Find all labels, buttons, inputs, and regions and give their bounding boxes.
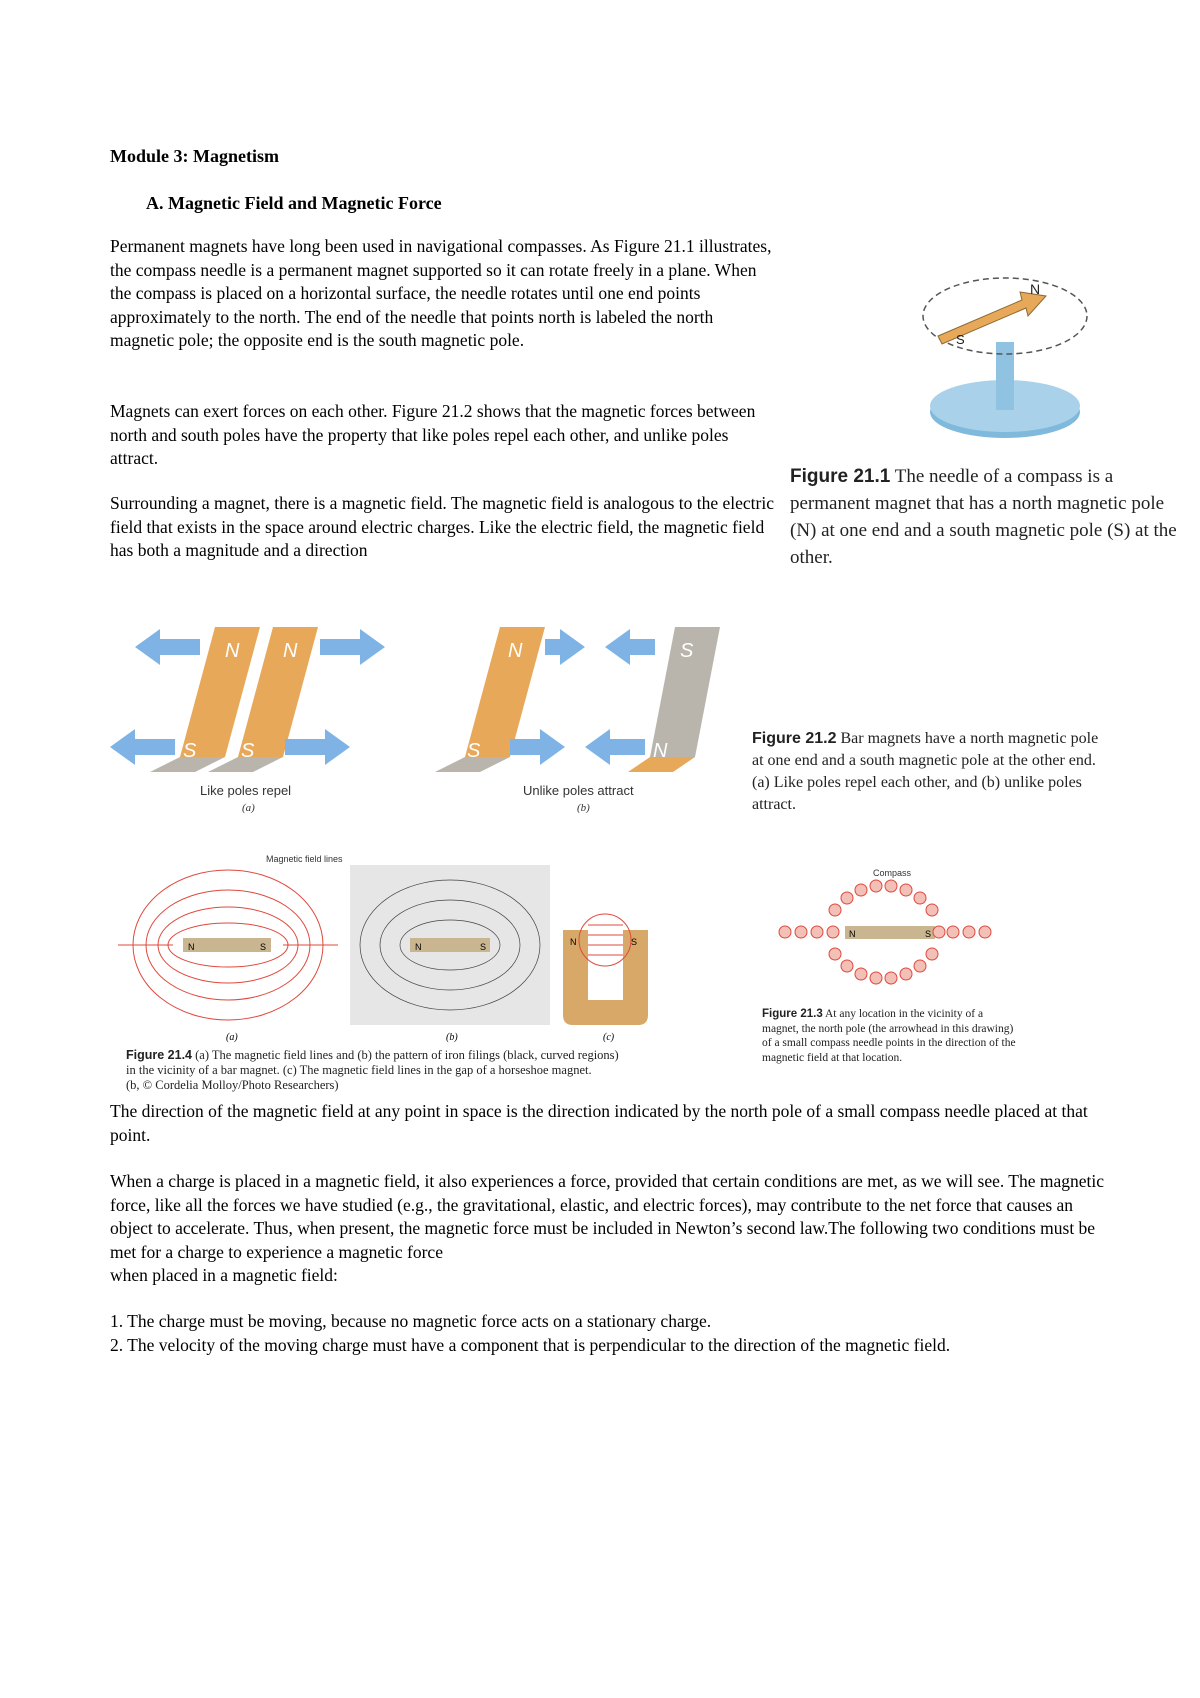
arrow-left-icon: [605, 629, 655, 665]
magnet-s-label: S: [480, 942, 487, 952]
figure-21-4-text-line1: (a) The magnetic field lines and (b) the pattern of iron filings (black, curved regions): [195, 1048, 619, 1062]
figure-21-4-caption: [126, 1048, 716, 1093]
bar-magnet: [845, 926, 935, 939]
magnet-n-label: N: [188, 942, 195, 952]
arrow-left-icon: [585, 729, 645, 765]
compass-annotation: Compass: [873, 868, 912, 878]
arrow-right-icon: [320, 629, 385, 665]
compass-needle: [938, 292, 1046, 344]
panel-b-label: Unlike poles attract: [523, 783, 634, 798]
bar-magnets-figure: [105, 617, 735, 817]
figure-21-1-text: The needle of a compass is a permanent magnet that has a north magnetic pole (N) at one end and a south magnetic pole (S) at the other.: [790, 466, 1177, 568]
pole-n-label: N: [225, 640, 240, 662]
panel-a-tag: (a): [242, 802, 255, 814]
panel-like-poles: [110, 627, 385, 814]
paragraph-field: Surrounding a magnet, there is a magnetic field. The magnetic field is analogous to the electric field that exists in the space around electric charges. Like the electric field, the magnetic field has both a magnitude and a direction: [110, 493, 774, 560]
pole-n-label: N: [283, 640, 298, 662]
magnet-b-left-north: [465, 627, 545, 757]
figure-21-1-label: Figure 21.1: [790, 466, 891, 487]
gap-field-lines: [588, 925, 623, 955]
panel-b-tag: (b): [446, 1032, 458, 1043]
panel-a-tag: (a): [226, 1032, 238, 1043]
paragraph-magnetic-force: When a charge is placed in a magnetic field, it also experiences a force, provided that certain conditions are met, as we will see. The magnetic force, like all the forces we have studied (e.g., the gravitational, elastic, and electric forces), may contribute to the net force that causes an object to accelerate. Thus, when present, the magnetic force must be included in Newton’s second law.The following two conditions must be met for a charge to experience a magnetic force: [110, 1171, 1105, 1262]
pole-s-label: S: [183, 740, 197, 762]
compass-n-label: N: [1030, 281, 1041, 297]
magnet-s-label: S: [260, 942, 267, 952]
paragraph-conditions-lead: when placed in a magnetic field:: [110, 1265, 338, 1285]
arrow-left-icon: [135, 629, 200, 665]
figure-21-3-label: Figure 21.3: [762, 1008, 823, 1020]
field-lines-figure: [118, 850, 718, 1045]
panel-b-tag: (b): [577, 802, 590, 814]
magnet-n-label: N: [415, 942, 422, 952]
conditions-list: [110, 1310, 1110, 1357]
compass-s-label: S: [956, 332, 965, 347]
arrow-left-icon: [110, 729, 175, 765]
paragraph-compass: Permanent magnets have long been used in navigational compasses. As Figure 21.1 illustrates, the compass needle is a permanent magnet supported so it can rotate freely in a plane. When the compass is placed on a horizontal surface, the needle rotates until one end points approximately to the north. The end of the needle that points north is labeled the north magnetic pole; the opposite end is the south magnetic pole.: [110, 236, 772, 350]
horseshoe-n-label: N: [570, 937, 577, 947]
paragraph-field-direction: The direction of the magnetic field at any point in space is the direction indicated by the north pole of a small compass needle placed at that point.: [110, 1101, 1088, 1145]
arrow-right-icon: [545, 629, 585, 665]
document-title: Module 3: Magnetism: [110, 146, 279, 166]
figure-21-3-caption: [762, 1007, 1022, 1065]
panel-c-tag: (c): [603, 1032, 615, 1043]
panel-a-label: Like poles repel: [200, 783, 292, 798]
arrow-right-icon: [510, 729, 565, 765]
condition-item: 2. The velocity of the moving charge must have a component that is perpendicular to the direction of the magnetic field.: [110, 1334, 951, 1355]
bar-magnet: [183, 938, 271, 952]
figure-21-4-label: Figure 21.4: [126, 1048, 192, 1062]
pole-s-label: S: [241, 740, 255, 762]
figure-21-4-text-line3: (b, © Cordelia Molloy/Photo Researchers): [126, 1078, 339, 1092]
compass-figure: [920, 272, 1090, 447]
pole-n-label: N: [508, 640, 523, 662]
figure-21-2-caption: [752, 728, 1102, 816]
panel-unlike-poles: [435, 627, 720, 814]
field-lines-annotation: Magnetic field lines: [266, 854, 343, 864]
magnet-n-label: N: [849, 929, 856, 939]
figure-21-4-text-line2: in the vicinity of a bar magnet. (c) The magnetic field lines in the gap of a horseshoe magnet.: [126, 1063, 592, 1077]
bar-magnet: [410, 938, 490, 952]
figure-21-1-caption: [790, 463, 1190, 571]
compass-ring-figure: [775, 868, 995, 1003]
arrow-right-icon: [285, 729, 350, 765]
pole-s-label: S: [467, 740, 481, 762]
horseshoe-s-label: S: [631, 937, 638, 947]
pole-s-label: S: [680, 640, 694, 662]
figure-21-2-label: Figure 21.2: [752, 730, 837, 747]
condition-item: 1. The charge must be moving, because no magnetic force acts on a stationary charge.: [110, 1311, 712, 1331]
section-heading: A. Magnetic Field and Magnetic Force: [146, 193, 442, 213]
compass-post: [996, 342, 1014, 410]
pole-n-label: N: [653, 740, 668, 762]
figure-21-3-text: At any location in the vicinity of a magnet, the north pole (the arrowhead in this drawing) of a small compass needle points in the direction of the magnetic field at that location.: [762, 1008, 1016, 1064]
magnet-s-label: S: [925, 929, 932, 939]
paragraph-forces: Magnets can exert forces on each other. Figure 21.2 shows that the magnetic forces between north and south poles have the property that like poles repel each other, and unlike poles attract.: [110, 401, 756, 468]
figure-21-2-text: Bar magnets have a north magnetic pole at one end and a south magnetic pole at the other end. (a) Like poles repel each other, and (b) unlike poles attract.: [752, 730, 1099, 813]
